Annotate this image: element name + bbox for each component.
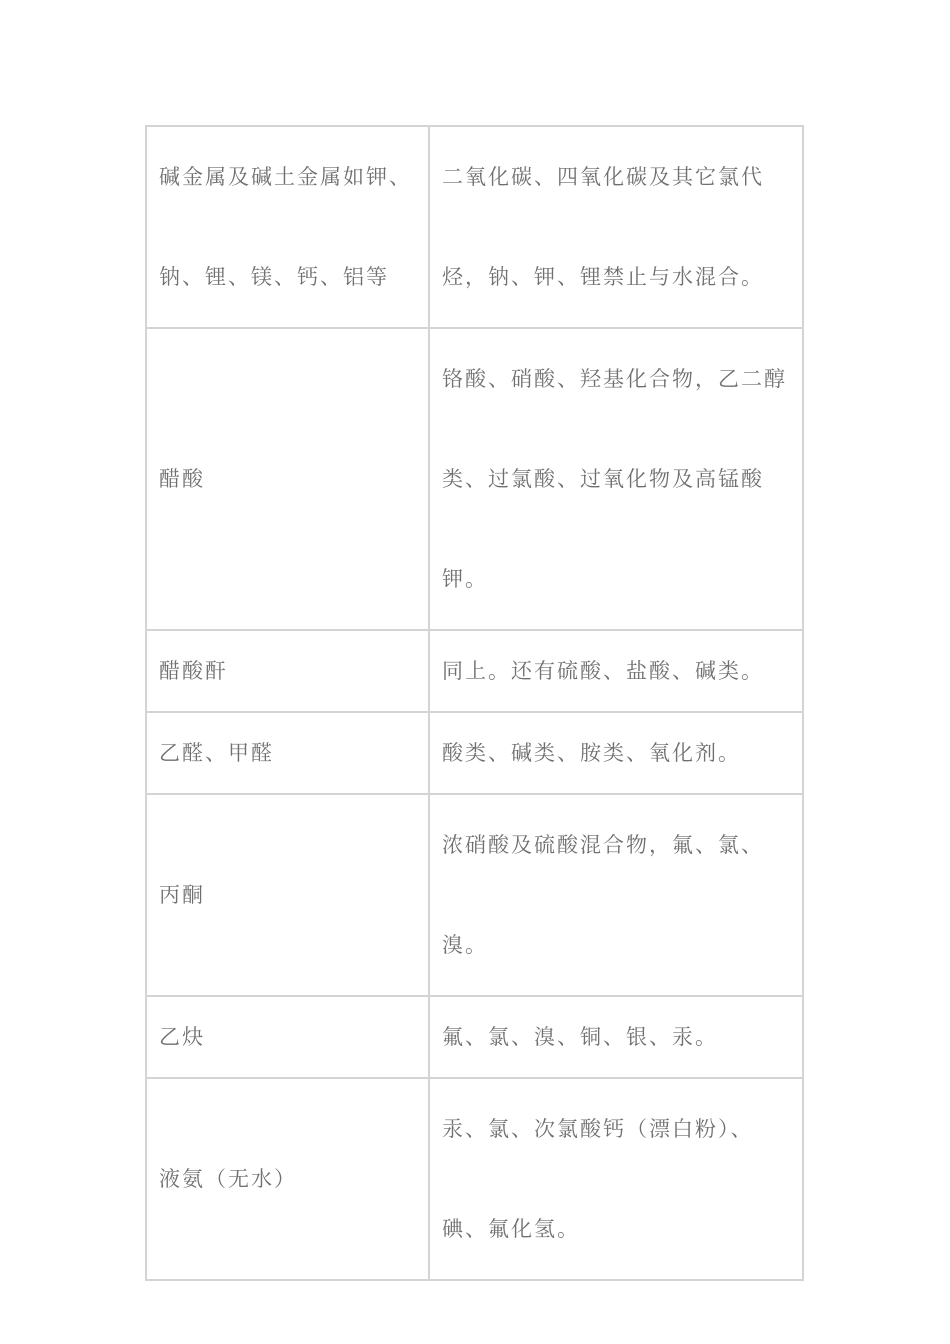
incompatible-text-line: 二氧化碳、四氧化碳及其它氯代 — [442, 165, 764, 189]
incompatible-text: 酸类、碱类、胺类、氧化剂。 — [442, 741, 741, 765]
incompatible-cell — [429, 126, 803, 328]
table-row — [146, 126, 803, 328]
incompatible-text: 氟、氯、溴、铜、银、汞。 — [442, 1025, 718, 1049]
incompatible-text-line: 浓硝酸及硫酸混合物，氟、氯、 — [442, 833, 764, 857]
incompatible-cell — [429, 328, 803, 630]
incompatible-text-line: 溴。 — [442, 933, 488, 957]
substance-cell — [146, 996, 429, 1078]
table-row — [146, 328, 803, 630]
substance-cell — [146, 630, 429, 712]
substance-text: 丙酮 — [159, 883, 205, 907]
incompatible-cell — [429, 630, 803, 712]
incompatible-text-line: 铬酸、硝酸、羟基化合物，乙二醇 — [442, 367, 787, 391]
table-row — [146, 794, 803, 996]
table-row — [146, 996, 803, 1078]
substance-text-line: 碱金属及碱土金属如钾、 — [159, 165, 412, 189]
table-row — [146, 712, 803, 794]
substance-text: 醋酸 — [159, 467, 205, 491]
substance-cell — [146, 712, 429, 794]
incompatible-cell — [429, 1078, 803, 1280]
incompatible-chemicals-table — [145, 125, 804, 1281]
table-row — [146, 630, 803, 712]
incompatible-text-line: 类、过氯酸、过氧化物及高锰酸 — [442, 467, 764, 491]
substance-text: 乙醛、甲醛 — [159, 741, 274, 765]
table-row — [146, 1078, 803, 1280]
substance-cell — [146, 1078, 429, 1280]
substance-cell — [146, 328, 429, 630]
substance-cell — [146, 126, 429, 328]
incompatible-text-line: 烃，钠、钾、锂禁止与水混合。 — [442, 265, 764, 289]
substance-text: 乙炔 — [159, 1025, 205, 1049]
substance-text-line: 钠、锂、镁、钙、铝等 — [159, 265, 389, 289]
incompatible-cell — [429, 794, 803, 996]
substance-cell — [146, 794, 429, 996]
substance-text: 醋酸酐 — [159, 659, 228, 683]
incompatible-text-line: 汞、氯、次氯酸钙（漂白粉）、 — [442, 1117, 754, 1141]
incompatible-cell — [429, 996, 803, 1078]
substance-text: 液氨（无水） — [159, 1167, 297, 1191]
incompatible-text: 同上。还有硫酸、盐酸、碱类。 — [442, 659, 764, 683]
incompatible-text-line: 钾。 — [442, 567, 488, 591]
incompatible-text-line: 碘、氟化氢。 — [442, 1217, 580, 1241]
incompatible-cell — [429, 712, 803, 794]
